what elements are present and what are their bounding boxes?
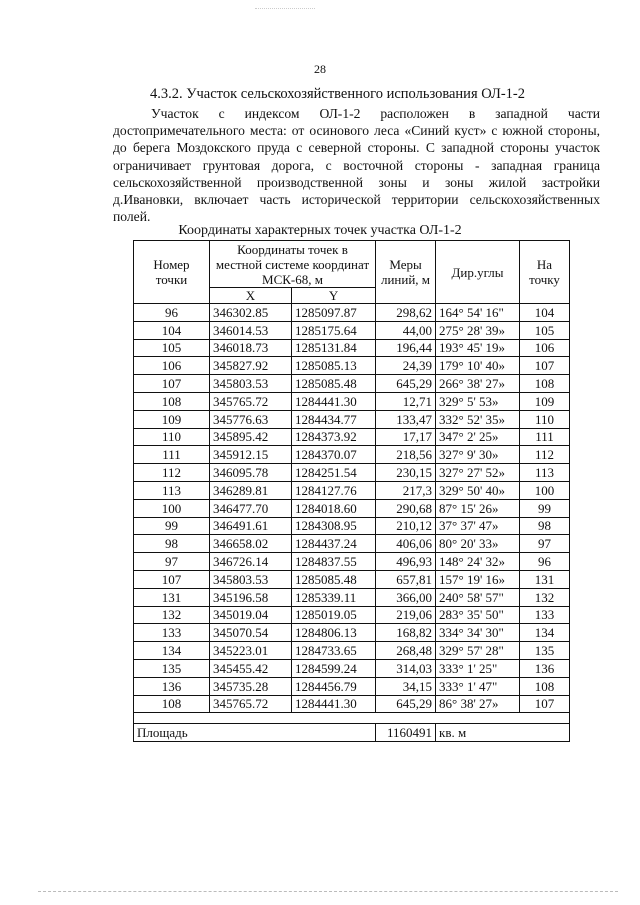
coord-y-cell: 1285131.84: [292, 339, 376, 357]
to-point-cell: 99: [520, 499, 570, 517]
coord-x-cell: 345803.53: [210, 570, 292, 588]
coord-y-cell: 1284837.55: [292, 553, 376, 571]
coord-y-cell: 1285085.48: [292, 375, 376, 393]
coord-y-cell: 1284733.65: [292, 642, 376, 660]
direction-angle-cell: 275° 28' 39»: [436, 321, 520, 339]
coordinates-table: [133, 240, 570, 742]
line-length-cell: 298,62: [376, 304, 436, 322]
coord-x-cell: 345196.58: [210, 588, 292, 606]
direction-angle-cell: 179° 10' 40»: [436, 357, 520, 375]
table-row: [134, 553, 570, 571]
to-point-cell: 108: [520, 375, 570, 393]
coord-x-cell: 345455.42: [210, 659, 292, 677]
section-heading: 4.3.2. Участок сельскохозяйственного использования ОЛ-1-2: [150, 86, 525, 102]
coord-y-cell: 1284018.60: [292, 499, 376, 517]
to-point-cell: 100: [520, 481, 570, 499]
coord-y-cell: 1284251.54: [292, 464, 376, 482]
direction-angle-cell: 283° 35' 50": [436, 606, 520, 624]
point-number-cell: 97: [134, 553, 210, 571]
direction-angle-cell: 347° 2' 25»: [436, 428, 520, 446]
point-number-cell: 98: [134, 535, 210, 553]
table-row: [134, 677, 570, 695]
point-number-cell: 107: [134, 570, 210, 588]
coord-y-cell: 1285097.87: [292, 304, 376, 322]
to-point-cell: 135: [520, 642, 570, 660]
coord-x-cell: 346491.61: [210, 517, 292, 535]
line-length-cell: 217,3: [376, 481, 436, 499]
coord-y-cell: 1284434.77: [292, 410, 376, 428]
point-number-cell: 136: [134, 677, 210, 695]
coord-y-cell: 1284441.30: [292, 695, 376, 713]
table-row: [134, 446, 570, 464]
table-row: [134, 481, 570, 499]
table-row: [134, 642, 570, 660]
point-number-cell: 99: [134, 517, 210, 535]
coord-x-cell: 346014.53: [210, 321, 292, 339]
direction-angle-cell: 334° 34' 30": [436, 624, 520, 642]
table-row: [134, 588, 570, 606]
table-caption: Координаты характерных точек участка ОЛ-1-2: [178, 223, 462, 238]
direction-angle-cell: 164° 54' 16": [436, 304, 520, 322]
to-point-cell: 134: [520, 624, 570, 642]
header-y: Y: [292, 288, 376, 304]
point-number-cell: 131: [134, 588, 210, 606]
coord-x-cell: 346658.02: [210, 535, 292, 553]
to-point-cell: 111: [520, 428, 570, 446]
direction-angle-cell: 327° 9' 30»: [436, 446, 520, 464]
point-number-cell: 113: [134, 481, 210, 499]
direction-angle-cell: 329° 5' 53»: [436, 392, 520, 410]
scan-artifact-bottom: [38, 891, 618, 892]
coord-y-cell: 1284599.24: [292, 659, 376, 677]
point-number-cell: 112: [134, 464, 210, 482]
coord-x-cell: 345735.28: [210, 677, 292, 695]
coord-y-cell: 1284370.07: [292, 446, 376, 464]
point-number-cell: 107: [134, 375, 210, 393]
point-number-cell: 135: [134, 659, 210, 677]
line-length-cell: 406,06: [376, 535, 436, 553]
coord-y-cell: 1284127.76: [292, 481, 376, 499]
line-length-cell: 210,12: [376, 517, 436, 535]
to-point-cell: 106: [520, 339, 570, 357]
page-number: 28: [314, 62, 326, 76]
table-row: [134, 410, 570, 428]
direction-angle-cell: 80° 20' 33»: [436, 535, 520, 553]
to-point-cell: 96: [520, 553, 570, 571]
direction-angle-cell: 329° 50' 40»: [436, 481, 520, 499]
coord-x-cell: 345827.92: [210, 357, 292, 375]
direction-angle-cell: 87° 15' 26»: [436, 499, 520, 517]
line-length-cell: 366,00: [376, 588, 436, 606]
coord-x-cell: 345765.72: [210, 392, 292, 410]
direction-angle-cell: 157° 19' 16»: [436, 570, 520, 588]
line-length-cell: 34,15: [376, 677, 436, 695]
coord-x-cell: 345895.42: [210, 428, 292, 446]
point-number-cell: 104: [134, 321, 210, 339]
header-direction-angle: Дир.углы: [436, 241, 520, 304]
to-point-cell: 110: [520, 410, 570, 428]
point-number-cell: 108: [134, 695, 210, 713]
line-length-cell: 230,15: [376, 464, 436, 482]
table-row: [134, 624, 570, 642]
to-point-cell: 132: [520, 588, 570, 606]
direction-angle-cell: 333° 1' 47": [436, 677, 520, 695]
line-length-cell: 218,56: [376, 446, 436, 464]
area-value: 1160491: [376, 724, 436, 742]
table-row: [134, 659, 570, 677]
to-point-cell: 133: [520, 606, 570, 624]
to-point-cell: 104: [520, 304, 570, 322]
coord-y-cell: 1285339.11: [292, 588, 376, 606]
to-point-cell: 107: [520, 357, 570, 375]
coord-y-cell: 1284437.24: [292, 535, 376, 553]
coord-y-cell: 1284373.92: [292, 428, 376, 446]
header-coordinates: Координаты точек в местной системе координат МСК-68, м: [210, 241, 376, 288]
header-to-point: На точку: [520, 241, 570, 304]
point-number-cell: 134: [134, 642, 210, 660]
coord-y-cell: 1284456.79: [292, 677, 376, 695]
line-length-cell: 44,00: [376, 321, 436, 339]
to-point-cell: 108: [520, 677, 570, 695]
point-number-cell: 96: [134, 304, 210, 322]
direction-angle-cell: 86° 38' 27»: [436, 695, 520, 713]
coord-y-cell: 1284806.13: [292, 624, 376, 642]
header-point-number: Номер точки: [134, 241, 210, 304]
area-row: [134, 724, 570, 742]
coord-x-cell: 345070.54: [210, 624, 292, 642]
coord-y-cell: 1284308.95: [292, 517, 376, 535]
to-point-cell: 109: [520, 392, 570, 410]
coord-x-cell: 346018.73: [210, 339, 292, 357]
point-number-cell: 111: [134, 446, 210, 464]
description-paragraph: Участок с индексом ОЛ-1-2 расположен в западной части достопримечательного места: от осинового леса «Синий куст» с южной стороны, до берега Моздокского пруда с северной стороны. С западной стороны участок ограничивает грунтовая дорога, с восточной стороны - западная граница сельскохозяйственной производственной зоны и зоны жилой застройки д.Ивановки, включает часть исторической территории сельскохозяйственных полей.: [113, 106, 600, 225]
table-row: [134, 357, 570, 375]
line-length-cell: 268,48: [376, 642, 436, 660]
direction-angle-cell: 332° 52' 35»: [436, 410, 520, 428]
table-row: [134, 375, 570, 393]
area-unit: кв. м: [436, 724, 570, 742]
line-length-cell: 133,47: [376, 410, 436, 428]
table-row: [134, 499, 570, 517]
coord-x-cell: 345765.72: [210, 695, 292, 713]
coord-x-cell: 346477.70: [210, 499, 292, 517]
coord-y-cell: 1284441.30: [292, 392, 376, 410]
line-length-cell: 314,03: [376, 659, 436, 677]
coord-y-cell: 1285019.05: [292, 606, 376, 624]
header-line-length: Меры линий, м: [376, 241, 436, 304]
line-length-cell: 290,68: [376, 499, 436, 517]
line-length-cell: 496,93: [376, 553, 436, 571]
table-row: [134, 321, 570, 339]
coord-x-cell: 345776.63: [210, 410, 292, 428]
point-number-cell: 100: [134, 499, 210, 517]
coord-x-cell: 346289.81: [210, 481, 292, 499]
table-row: [134, 695, 570, 713]
to-point-cell: 105: [520, 321, 570, 339]
table-row: [134, 535, 570, 553]
table-spacer-row: [134, 713, 570, 724]
table-row: [134, 517, 570, 535]
table-row: [134, 392, 570, 410]
table-row: [134, 464, 570, 482]
direction-angle-cell: 193° 45' 19»: [436, 339, 520, 357]
direction-angle-cell: 148° 24' 32»: [436, 553, 520, 571]
point-number-cell: 132: [134, 606, 210, 624]
table-row: [134, 339, 570, 357]
coord-x-cell: 345803.53: [210, 375, 292, 393]
coord-x-cell: 346302.85: [210, 304, 292, 322]
to-point-cell: 97: [520, 535, 570, 553]
direction-angle-cell: 266° 38' 27»: [436, 375, 520, 393]
point-number-cell: 110: [134, 428, 210, 446]
coord-y-cell: 1285085.48: [292, 570, 376, 588]
line-length-cell: 657,81: [376, 570, 436, 588]
table-row: [134, 570, 570, 588]
to-point-cell: 107: [520, 695, 570, 713]
table-row: [134, 304, 570, 322]
point-number-cell: 108: [134, 392, 210, 410]
direction-angle-cell: 240° 58' 57": [436, 588, 520, 606]
line-length-cell: 12,71: [376, 392, 436, 410]
line-length-cell: 17,17: [376, 428, 436, 446]
line-length-cell: 196,44: [376, 339, 436, 357]
coord-x-cell: 345223.01: [210, 642, 292, 660]
coord-x-cell: 346095.78: [210, 464, 292, 482]
point-number-cell: 106: [134, 357, 210, 375]
scan-artifact-top: [255, 8, 315, 9]
direction-angle-cell: 333° 1' 25": [436, 659, 520, 677]
point-number-cell: 105: [134, 339, 210, 357]
line-length-cell: 645,29: [376, 695, 436, 713]
coord-y-cell: 1285085.13: [292, 357, 376, 375]
coord-x-cell: 346726.14: [210, 553, 292, 571]
to-point-cell: 131: [520, 570, 570, 588]
to-point-cell: 112: [520, 446, 570, 464]
to-point-cell: 98: [520, 517, 570, 535]
coord-y-cell: 1285175.64: [292, 321, 376, 339]
coord-x-cell: 345019.04: [210, 606, 292, 624]
to-point-cell: 136: [520, 659, 570, 677]
line-length-cell: 168,82: [376, 624, 436, 642]
to-point-cell: 113: [520, 464, 570, 482]
coord-x-cell: 345912.15: [210, 446, 292, 464]
direction-angle-cell: 37° 37' 47»: [436, 517, 520, 535]
line-length-cell: 24,39: [376, 357, 436, 375]
table-row: [134, 428, 570, 446]
line-length-cell: 645,29: [376, 375, 436, 393]
header-x: X: [210, 288, 292, 304]
table-row: [134, 606, 570, 624]
point-number-cell: 109: [134, 410, 210, 428]
direction-angle-cell: 327° 27' 52»: [436, 464, 520, 482]
direction-angle-cell: 329° 57' 28": [436, 642, 520, 660]
line-length-cell: 219,06: [376, 606, 436, 624]
area-label: Площадь: [134, 724, 376, 742]
point-number-cell: 133: [134, 624, 210, 642]
